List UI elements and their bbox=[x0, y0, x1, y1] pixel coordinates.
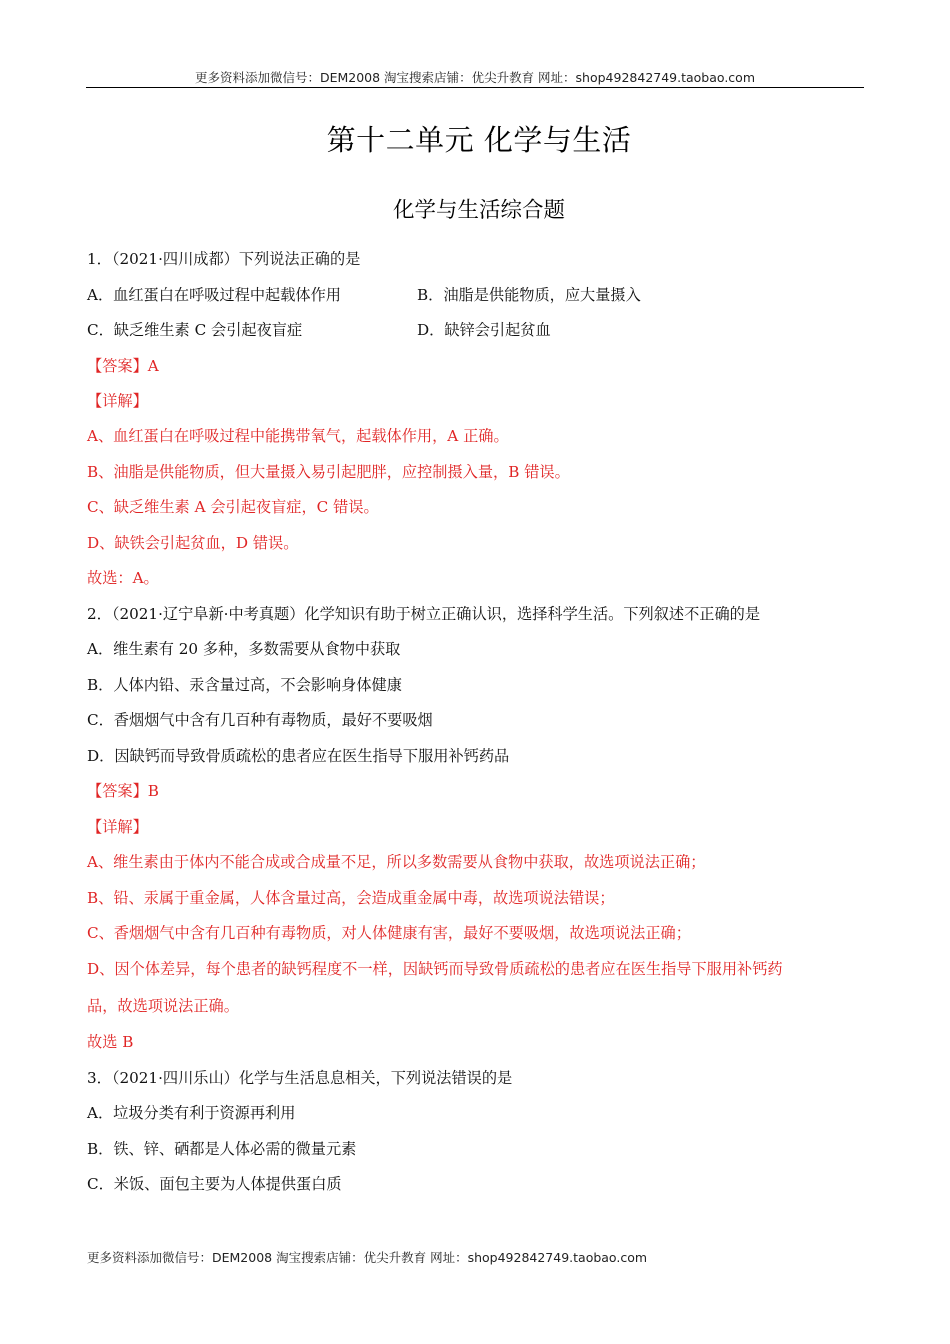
question-1-explanation-d: D、缺铁会引起贫血，D 错误。 bbox=[87, 534, 299, 552]
question-1-stem: 1．（2021·四川成都）下列说法正确的是 bbox=[87, 250, 361, 268]
question-3-option-b: B．铁、锌、硒都是人体必需的微量元素 bbox=[87, 1140, 357, 1158]
question-2-explanation-d-line-2: 品，故选项说法正确。 bbox=[87, 997, 239, 1015]
page-header: 更多资料添加微信号：DEM2008 淘宝搜索店铺：优尖升教育 网址：shop492842749.taobao.com bbox=[194, 70, 756, 85]
question-2-stem: 2．（2021·辽宁阜新·中考真题）化学知识有助于树立正确认识，选择科学生活。下列叙述不正确的是 bbox=[87, 605, 761, 623]
question-1-detail-label: 【详解】 bbox=[87, 392, 148, 410]
question-2-answer: 【答案】B bbox=[87, 782, 159, 800]
question-1-option-c: C．缺乏维生素 C 会引起夜盲症 bbox=[87, 321, 303, 339]
question-2-option-b: B．人体内铅、汞含量过高，不会影响身体健康 bbox=[87, 676, 402, 694]
header-divider bbox=[86, 87, 864, 88]
question-2-option-a: A．维生素有 20 多种，多数需要从食物中获取 bbox=[87, 640, 401, 658]
question-3-stem: 3．（2021·四川乐山）化学与生活息息相关，下列说法错误的是 bbox=[87, 1069, 513, 1087]
question-2-explanation-b: B、铅、汞属于重金属，人体含量过高，会造成重金属中毒，故选项说法错误； bbox=[87, 889, 615, 907]
page-title: 第十二单元 化学与生活 bbox=[326, 123, 632, 157]
question-2-conclusion: 故选 B bbox=[87, 1033, 134, 1051]
page-footer: 更多资料添加微信号：DEM2008 淘宝搜索店铺：优尖升教育 网址：shop492842749.taobao.com bbox=[87, 1250, 648, 1265]
question-2-explanation-c: C、香烟烟气中含有几百种有毒物质，对人体健康有害，最好不要吸烟，故选项说法正确； bbox=[87, 924, 691, 942]
question-2-option-d: D．因缺钙而导致骨质疏松的患者应在医生指导下服用补钙药品 bbox=[87, 747, 510, 765]
page-subtitle: 化学与生活综合题 bbox=[392, 198, 565, 223]
question-1-answer: 【答案】A bbox=[87, 357, 159, 375]
question-2-detail-label: 【详解】 bbox=[87, 818, 148, 836]
question-1-option-b: B．油脂是供能物质，应大量摄入 bbox=[417, 286, 641, 304]
question-2-explanation-d-line-1: D、因个体差异，每个患者的缺钙程度不一样，因缺钙而导致骨质疏松的患者应在医生指导下服用补钙药 bbox=[87, 960, 783, 978]
question-1-explanation-c: C、缺乏维生素 A 会引起夜盲症，C 错误。 bbox=[87, 498, 379, 516]
question-2-option-c: C．香烟烟气中含有几百种有毒物质，最好不要吸烟 bbox=[87, 711, 433, 729]
question-1-option-d: D．缺锌会引起贫血 bbox=[417, 321, 551, 339]
question-1-conclusion: 故选：A。 bbox=[87, 569, 159, 587]
question-3-option-c: C．米饭、面包主要为人体提供蛋白质 bbox=[87, 1175, 342, 1193]
question-1-explanation-b: B、油脂是供能物质，但大量摄入易引起肥胖，应控制摄入量，B 错误。 bbox=[87, 463, 570, 481]
question-1-explanation-a: A、血红蛋白在呼吸过程中能携带氧气，起载体作用，A 正确。 bbox=[87, 427, 509, 445]
question-3-option-a: A．垃圾分类有利于资源再利用 bbox=[87, 1104, 296, 1122]
question-2-explanation-a: A、维生素由于体内不能合成或合成量不足，所以多数需要从食物中获取，故选项说法正确； bbox=[87, 853, 706, 871]
question-1-option-a: A．血红蛋白在呼吸过程中起载体作用 bbox=[87, 286, 341, 304]
